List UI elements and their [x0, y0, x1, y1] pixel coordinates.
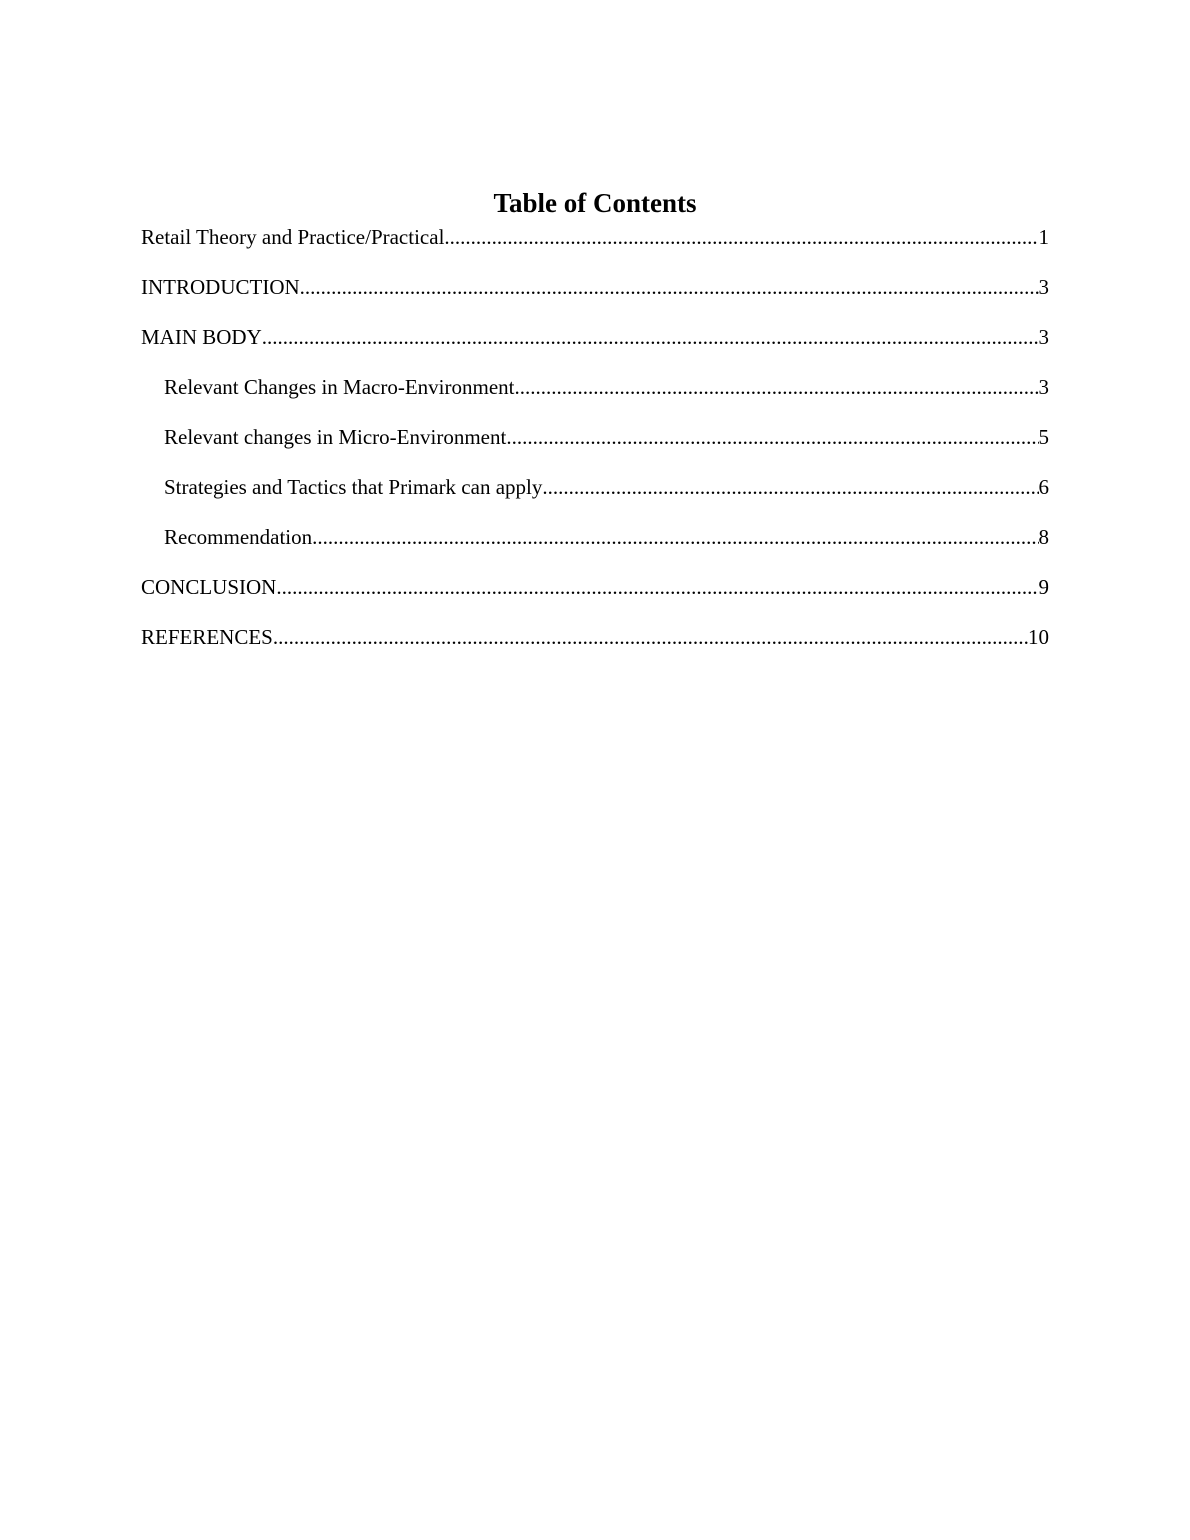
toc-list — [141, 222, 1049, 672]
toc-entry-page: 10 — [1028, 625, 1049, 649]
toc-leader-dots — [515, 372, 1039, 402]
toc-entry-text: Strategies and Tactics that Primark can apply — [164, 475, 543, 499]
toc-leader-dots — [276, 572, 1038, 602]
toc-entry-retail-theory[interactable] — [141, 222, 1049, 272]
toc-leader-dots — [262, 322, 1039, 352]
toc-leader-dots — [506, 422, 1038, 452]
toc-entry-text: REFERENCES — [141, 625, 273, 649]
toc-entry-main-body[interactable] — [141, 322, 1049, 372]
toc-entry-page: 1 — [1038, 225, 1049, 249]
toc-entry-page: 3 — [1038, 275, 1049, 299]
toc-title: Table of Contents — [493, 188, 697, 218]
toc-entry-page: 8 — [1038, 525, 1049, 549]
toc-entry-page: 3 — [1038, 325, 1049, 349]
toc-entry-text: Relevant Changes in Macro-Environment — [164, 375, 515, 399]
toc-entry-text: Recommendation — [164, 525, 313, 549]
toc-leader-dots — [312, 522, 1038, 552]
toc-entry-page: 3 — [1038, 375, 1049, 399]
toc-entry-conclusion[interactable] — [141, 572, 1049, 622]
toc-entry-text: Retail Theory and Practice/Practical — [141, 225, 445, 249]
toc-entry-strategies-tactics[interactable] — [141, 472, 1049, 522]
toc-entry-micro-environment[interactable] — [141, 422, 1049, 472]
toc-entry-page: 5 — [1038, 425, 1049, 449]
toc-entry-macro-environment[interactable] — [141, 372, 1049, 422]
toc-entry-page: 9 — [1038, 575, 1049, 599]
toc-entry-recommendation[interactable] — [141, 522, 1049, 572]
toc-entry-text: MAIN BODY — [141, 325, 262, 349]
toc-entry-page: 6 — [1038, 475, 1049, 499]
toc-leader-dots — [300, 272, 1039, 302]
toc-entry-text: CONCLUSION — [141, 575, 277, 599]
toc-entry-text: Relevant changes in Micro-Environment — [164, 425, 507, 449]
toc-entry-introduction[interactable] — [141, 272, 1049, 322]
toc-leader-dots — [542, 472, 1038, 502]
toc-leader-dots — [273, 622, 1028, 652]
toc-entry-references[interactable] — [141, 622, 1049, 672]
toc-entry-text: INTRODUCTION — [141, 275, 300, 299]
toc-leader-dots — [444, 222, 1038, 252]
